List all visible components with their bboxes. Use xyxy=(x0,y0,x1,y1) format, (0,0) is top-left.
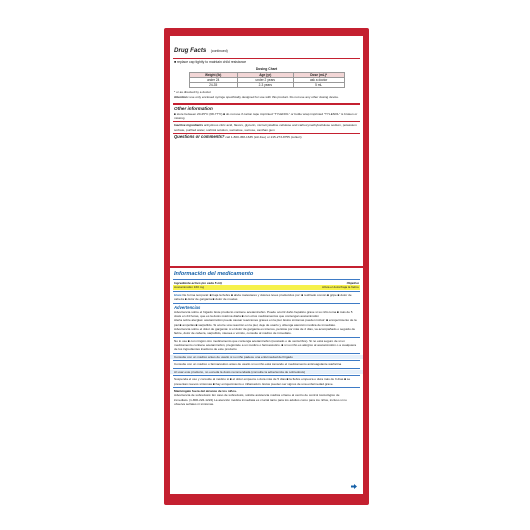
usos-section xyxy=(170,293,363,302)
ingredient-row xyxy=(173,285,360,289)
divider xyxy=(173,58,360,59)
consult-doctor: Consulte con un médico antes de usarlo si su niño padece una enfermedad del hígado xyxy=(170,355,363,359)
table-row xyxy=(189,83,344,88)
divider xyxy=(173,360,360,361)
dosing-table xyxy=(189,72,345,88)
table-cell: 24-35 xyxy=(189,83,237,88)
usos-label: Usos xyxy=(174,292,182,297)
ingredient-label: Ingrediente activo (en cada 5 ml) xyxy=(174,281,222,286)
inactive-ingredients xyxy=(170,123,363,132)
consult-pharmacist: Consulte con un médico o farmacéutico antes de usarlo si su niño está tomando el medicamento anticoagulante warfarina xyxy=(174,362,342,367)
objective-label: Objetivo xyxy=(346,281,359,286)
table-cell: under 24 xyxy=(189,78,237,83)
footnote: * or as directed by a doctor xyxy=(174,90,211,95)
recap-text: ■ replace cap tightly to maintain child resistance xyxy=(174,60,247,65)
divider xyxy=(173,387,360,388)
usos-text: De forma temporal: ■ baja la fiebre ■ alivia malestares y dolores leves producidos por: ■ resfriado común ■ gripe ■ dolor de cabeza ■ dolor de garganta ■ dolor de muelas xyxy=(174,292,352,302)
table-row xyxy=(189,78,344,83)
advertencias-title: Advertencias xyxy=(174,304,201,310)
table-header: Weight (lb) xyxy=(189,73,237,78)
divider xyxy=(173,368,360,369)
drug-facts-cont: (continued) xyxy=(210,49,228,53)
inactive-text: anhydrous citric acid, flavors, glycerin, microcrystalline cellulose and carboxymethylcellulose sodium, potassium sorbate, purified water, sorbitol solution, sucralose, sucrose, xanthan gum xyxy=(174,123,357,132)
overdose-warning: Advertencia de sobredosis: En caso de sobredosis, solicite asistencia médica o llame al centro de control toxicológico de inmediato. (1-800-222-1222) La atención médica inmediata es crucial tanto para los adultos como para los niños, incluso si no observa señales ni síntomas. xyxy=(174,393,347,406)
table-header: Age (yr) xyxy=(237,73,293,78)
table-header: Dose (mL)* xyxy=(293,73,344,78)
divider xyxy=(173,337,360,338)
attention-body: use only enclosed syringe specifically designed for use with this product. Do not use any other dosing device. xyxy=(189,94,339,99)
liver-warning: Advertencia sobre el hígado: Este producto contiene acetaminofén. Puede ocurrir daño hepático grave si su niño toma ■ más de 5 dosis en 24 horas, que es la dosis máxima diaria ■ con otros medicamentos que contengan acetaminofén xyxy=(174,309,353,319)
attention-text xyxy=(170,95,363,99)
divider xyxy=(173,375,360,376)
stop-use: Suspenda el uso y consulte al médico si ■ el dolor empeora o dura más de 5 días ■ la fiebre empeora o dura más de 3 días ■ se presentan nuevos síntomas ■ hay enrojecimiento o inflamación. Estos pueden ser signos de una enfermedad grave. xyxy=(174,377,351,386)
questions xyxy=(170,135,363,139)
attention-label: Attention: xyxy=(174,94,189,99)
drug-facts-spanish xyxy=(170,268,363,494)
other-info-text: ■ store between 20-25°C (68-77°F) ■ do not use if carton tape imprinted "TYLENOL" or bottle wrap imprinted "TYLENOL" is broken or missing xyxy=(174,111,358,120)
drug-facts-title: Drug Facts xyxy=(174,47,207,54)
objective-value: Alivia el dolor/baja la fiebre xyxy=(322,285,359,290)
inactive-label: Inactive ingredients xyxy=(174,123,204,128)
divider xyxy=(173,121,360,122)
keep-away: Manténgalo fuera del alcance de los niños. xyxy=(174,389,237,394)
continue-arrow-icon xyxy=(351,484,357,489)
divider xyxy=(173,103,360,105)
other-info-title: Other information xyxy=(174,105,213,111)
table-cell: 5 mL xyxy=(293,83,344,88)
table-cell: 2-3 years xyxy=(237,83,293,88)
spanish-title: Información del medicamento xyxy=(174,271,254,277)
divider xyxy=(173,279,360,280)
throat-warning: Advertencia sobre el dolor de garganta: si el dolor de garganta es intenso, persiste por más de 2 días, va acompañado o seguido de fiebre, dolor de cabeza, sarpullido, náusea o vómito, consulte al médico de inmediato. xyxy=(174,326,356,336)
divider xyxy=(173,303,360,304)
questions-label: Questions or comments? xyxy=(174,134,225,140)
divider xyxy=(173,291,360,292)
dosing-chart-title: Dosing Chart xyxy=(255,66,278,71)
dose-warning: Al usar este producto, no exceda la dosis recomendada (consulte la advertencia de sobredosis) xyxy=(170,370,363,374)
questions-text: call 1-800-458-1635 (toll-free) or 215-273-8755 (collect) xyxy=(225,135,302,140)
ingredient-value: Acetaminofén 160 mg xyxy=(174,285,205,290)
no-use-text: No lo use ■ con ningún otro medicamento que contenga acetaminofén (recetado o de venta libre). Si no está seguro de si un medicamento contiene acetaminofén, pregúntele a un médico o farmacéutico. ■ si su niño es alérgico al acetaminofén o a cualquiera de los ingredientes inactivos de este producto xyxy=(174,338,357,352)
table-cell: ask a doctor xyxy=(293,78,344,83)
table-header-row xyxy=(189,73,344,78)
drug-facts-panel xyxy=(164,28,369,505)
table-cell: under 2 years xyxy=(237,78,293,83)
allergy-warning: Alerta sobre alergias: acetaminofén puede causar reacciones graves en la piel. Estos síntomas pueden incluir: ■ enrojecimiento de la piel ■ ampollas ■ sarpullido. Si ocurre una reacción en la piel, deje de usarlo y obtenga atención médica de inmediato. xyxy=(174,318,357,327)
divider xyxy=(173,353,360,354)
drug-facts-english xyxy=(170,36,363,266)
